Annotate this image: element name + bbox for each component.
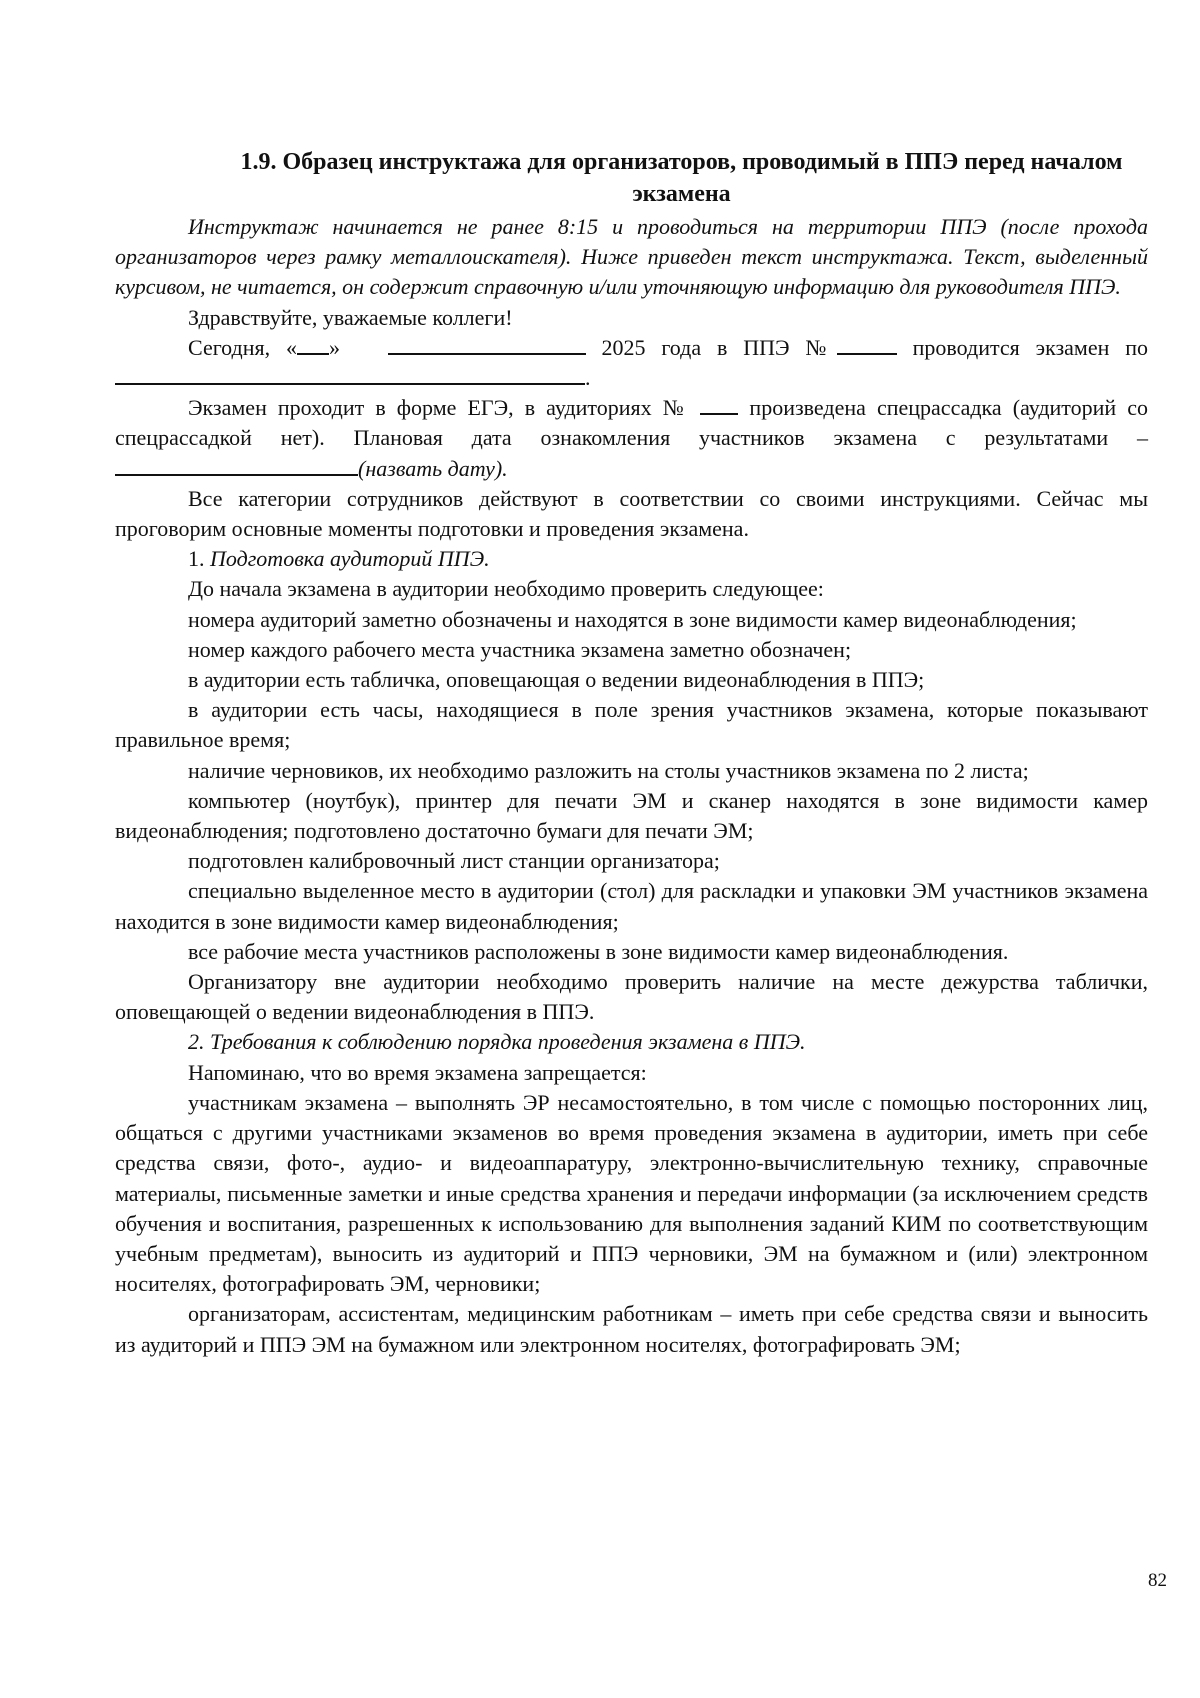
month-blank	[388, 334, 586, 355]
section1-heading	[115, 544, 1148, 574]
section1-item: наличие черновиков, их необходимо разложить на столы участников экзамена по 2 листа;	[188, 757, 1029, 783]
subject-blank	[115, 364, 585, 385]
ppe-number-blank	[837, 334, 897, 355]
exam-date-paragraph	[115, 333, 1148, 393]
section1-item: номер каждого рабочего места участника экзамена заметно обозначен;	[188, 636, 852, 662]
today-text-3: 2025 года в ППЭ №	[601, 334, 837, 360]
page-content	[115, 146, 1148, 1360]
section2-lead: Напоминаю, что во время экзамена запрещается:	[188, 1059, 647, 1085]
exam-form-note: (назвать дату).	[358, 455, 508, 481]
section1-number: 1.	[188, 546, 205, 572]
today-text-2: »	[329, 334, 340, 360]
section1-outside: Организатору вне аудитории необходимо проверить наличие на месте дежурства таблички, оповещающей о ведении видеонаблюдения в ППЭ.	[115, 969, 1148, 1025]
section1-item: номера аудиторий заметно обозначены и находятся в зоне видимости камер видеонаблюдения;	[188, 606, 1077, 632]
section2-heading	[115, 1027, 1148, 1057]
today-text-5: .	[585, 365, 591, 391]
greeting: Здравствуйте, уважаемые коллеги!	[188, 304, 513, 330]
section1-item: подготовлен калибровочный лист станции организатора;	[188, 848, 720, 874]
exam-form-text-1: Экзамен проходит в форме ЕГЭ, в аудиториях №	[188, 395, 690, 421]
exam-form-paragraph	[115, 393, 1148, 484]
section1-item: специально выделенное место в аудитории (стол) для раскладки и упаковки ЭМ участников экзамена находится в зоне видимости камер видеонаблюдения;	[115, 878, 1148, 934]
categories-paragraph: Все категории сотрудников действуют в соответствии со своими инструкциями. Сейчас мы проговорим основные моменты подготовки и проведения экзамена.	[115, 485, 1148, 542]
section2-item: участникам экзамена – выполнять ЭР несамостоятельно, в том числе с помощью посторонних лиц, общаться с другими участниками экзаменов во время проведения экзамена в аудитории, иметь при себе средства связи, фото-, аудио- и видеоаппаратуру, электронно-вычислительную технику, справочные материалы, письменные заметки и иные средства хранения и передачи информации (за исключением средств обучения и воспитания, разрешенных к использованию для выполнения заданий КИМ по соответствующим учебным предметам), выносить из аудиторий и ППЭ черновики, ЭМ на бумажном и (или) электронном носителях, фотографировать ЭМ, черновики;	[115, 1089, 1148, 1297]
section1-item: в аудитории есть табличка, оповещающая о ведении видеонаблюдения в ППЭ;	[188, 667, 925, 693]
section2-number: 2.	[188, 1029, 205, 1055]
results-date-blank	[115, 455, 358, 476]
section2-item: организаторам, ассистентам, медицинским работникам – иметь при себе средства связи и выносить из аудиторий и ППЭ ЭМ на бумажном или электронном носителях, фотографировать ЭМ;	[115, 1301, 1148, 1357]
auditorium-blank	[700, 394, 738, 415]
section1-title: Подготовка аудиторий ППЭ.	[210, 546, 490, 572]
section2-title: Требования к соблюдению порядка проведения экзамена в ППЭ.	[210, 1029, 806, 1055]
page-number: 82	[1148, 1570, 1167, 1591]
section1-item: компьютер (ноутбук), принтер для печати ЭМ и сканер находятся в зоне видимости камер видеонаблюдения; подготовлено достаточно бумаги для печати ЭМ;	[115, 787, 1148, 844]
section1-item: все рабочие места участников расположены в зоне видимости камер видеонаблюдения.	[188, 938, 1009, 964]
section1-lead: До начала экзамена в аудитории необходимо проверить следующее:	[188, 576, 824, 602]
day-blank	[297, 334, 329, 355]
intro-note: Инструктаж начинается не ранее 8:15 и проводиться на территории ППЭ (после прохода организаторов через рамку металлоискателя). Ниже приведен текст инструктажа. Текст, выделенный курсивом, не читается, он содержит справочную и/или уточняющую информацию для руководителя ППЭ.	[115, 214, 1148, 300]
today-text-1: Сегодня, «	[188, 334, 297, 360]
page-title: 1.9. Образец инструктажа для организаторов, проводимый в ППЭ перед началом экзамена	[240, 149, 1123, 207]
today-text-4: проводится экзамен по	[912, 334, 1149, 360]
exam-form-text-2: произведена спецрассадка (аудиторий со спецрассадкой нет). Плановая дата ознакомления участников экзамена с результатами –	[115, 395, 1149, 451]
section1-item: в аудитории есть часы, находящиеся в поле зрения участников экзамена, которые показывают правильное время;	[115, 697, 1148, 753]
